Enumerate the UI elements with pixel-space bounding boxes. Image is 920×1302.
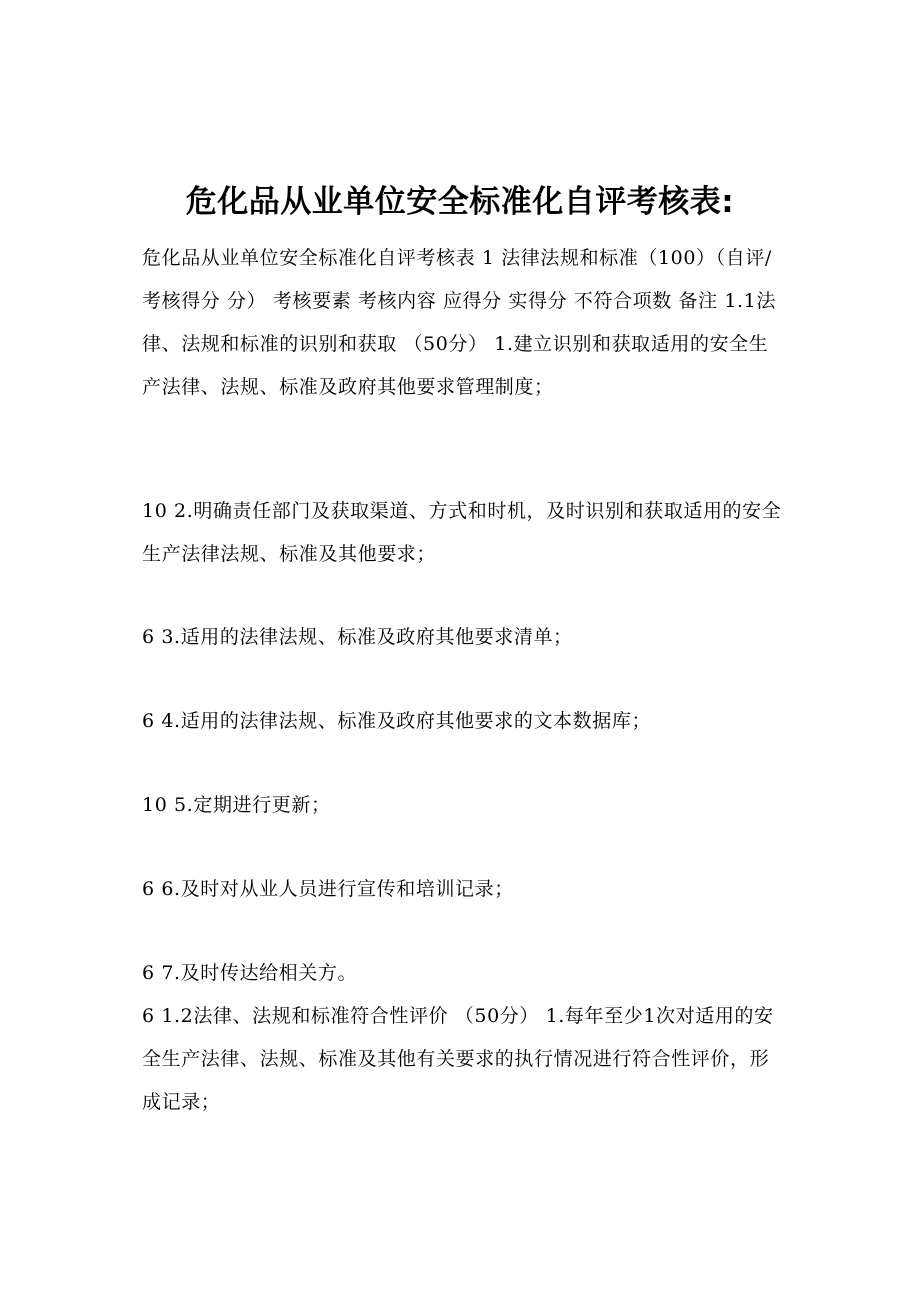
paragraph-item-5: 10 5.定期进行更新； (142, 794, 331, 816)
document-title: 危化品从业单位安全标准化自评考核表: (185, 184, 735, 220)
paragraph-item-2: 10 2.明确责任部门及获取渠道、方式和时机，及时识别和获取适用的安全生产法律法规、标准及其他要求； (142, 500, 782, 565)
paragraph-intro: 危化品从业单位安全标准化自评考核表 1 法律法规和标准（100）（自评/考核得分 分） 考核要素 考核内容 应得分 实得分 不符合项数 备注 1.1法律、法规和标准的识别和获取 （50分） 1.建立识别和获取适用的安全生产法律、法规、标准及政府其他要求管理制度； (142, 247, 776, 398)
paragraph-item-3: 6 3.适用的法律法规、标准及政府其他要求清单； (142, 626, 573, 648)
paragraph-item-4: 6 4.适用的法律法规、标准及政府其他要求的文本数据库； (142, 710, 652, 732)
paragraph-item-7: 6 7.及时传达给相关方。 (142, 962, 358, 984)
paragraph-section-1-2: 6 1.2法律、法规和标准符合性评价 （50分） 1.每年至少1次对适用的安全生产法律、法规、标准及其他有关要求的执行情况进行符合性评价，形成记录； (142, 1005, 774, 1113)
paragraph-item-6: 6 6.及时对从业人员进行宣传和培训记录； (142, 878, 514, 900)
